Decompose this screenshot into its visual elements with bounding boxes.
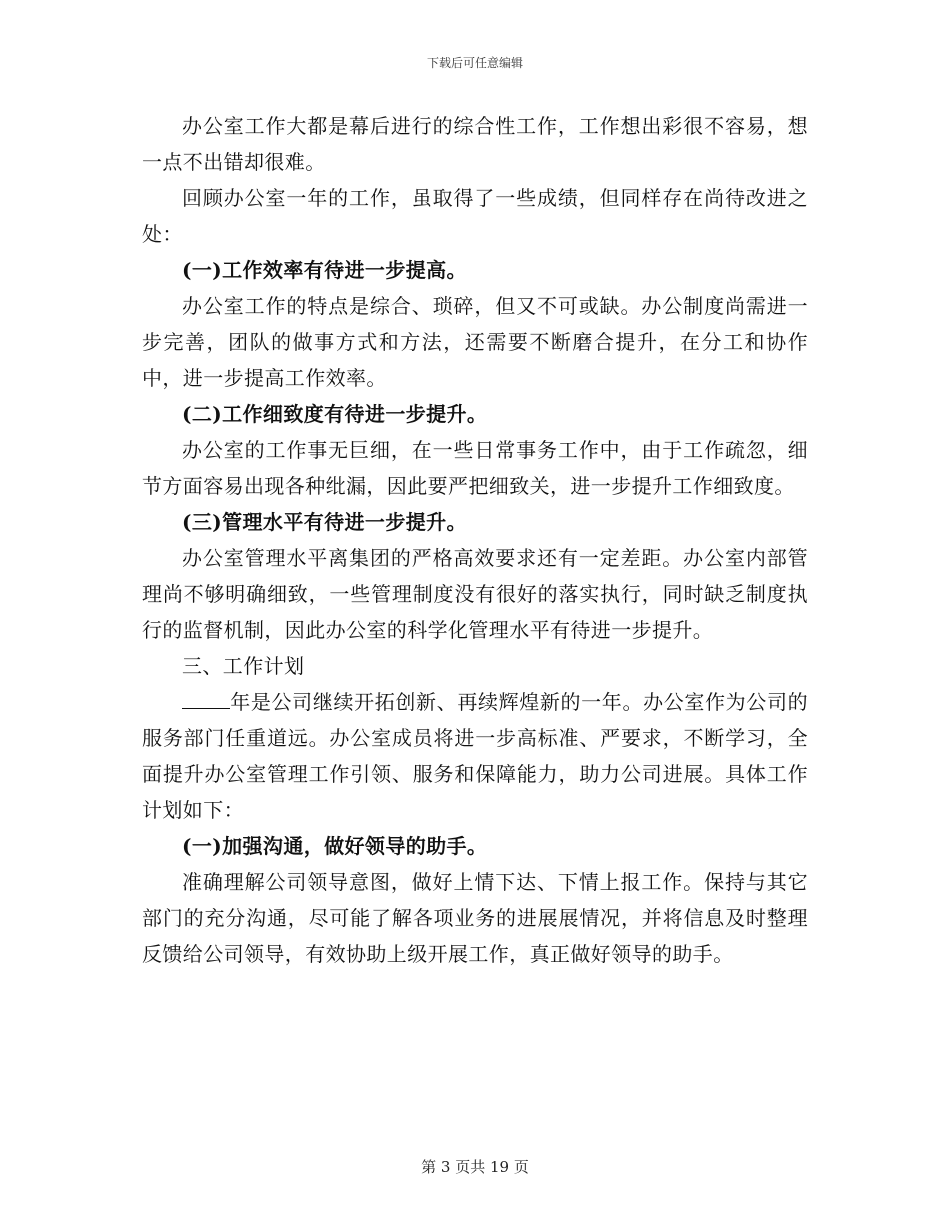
year-blank — [182, 690, 230, 709]
heading-detail: (二)工作细致度有待进一步提升。 — [182, 402, 488, 426]
paragraph-work-plan — [142, 684, 808, 828]
paragraph-work-plan-text: 年是公司继续开拓创新、再续辉煌新的一年。办公室作为公司的服务部门任重道远。办公室成员将进一步高标准、严要求，不断学习，全面提升办公室管理工作引领、服务和保障能力，助力公司进展。具体工作计划如下： — [142, 690, 808, 822]
paragraph-intro: 办公室工作大都是幕后进行的综合性工作，工作想出彩很不容易，想一点不出错却很难。 — [142, 114, 808, 174]
paragraph-detail: 办公室的工作事无巨细，在一些日常事务工作中，由于工作疏忽，细节方面容易出现各种纰漏，因此要严把细致关，进一步提升工作细致度。 — [142, 438, 808, 498]
page-header: 下载后可任意编辑 — [426, 56, 523, 70]
section-title-work-plan: 三、工作计划 — [182, 654, 305, 678]
document-body — [142, 108, 808, 972]
page-footer: 第 3 页共 19 页 — [421, 1158, 529, 1176]
heading-communication: (一)加强沟通，做好领导的助手。 — [182, 834, 488, 858]
paragraph-communication: 准确理解公司领导意图，做好上情下达、下情上报工作。保持与其它部门的充分沟通，尽可能了解各项业务的进展展情况，并将信息及时整理反馈给公司领导，有效协助上级开展工作，真正做好领导的助手。 — [142, 870, 808, 966]
paragraph-management: 办公室管理水平离集团的严格高效要求还有一定差距。办公室内部管理尚不够明确细致，一些管理制度没有很好的落实执行，同时缺乏制度执行的监督机制，因此办公室的科学化管理水平有待进一步提升。 — [142, 546, 808, 642]
heading-efficiency: (一)工作效率有待进一步提高。 — [182, 258, 467, 282]
paragraph-review: 回顾办公室一年的工作，虽取得了一些成绩，但同样存在尚待改进之处： — [142, 186, 808, 246]
heading-management: (三)管理水平有待进一步提升。 — [182, 510, 467, 534]
paragraph-efficiency: 办公室工作的特点是综合、琐碎，但又不可或缺。办公制度尚需进一步完善，团队的做事方式和方法，还需要不断磨合提升，在分工和协作中，进一步提高工作效率。 — [142, 294, 808, 390]
